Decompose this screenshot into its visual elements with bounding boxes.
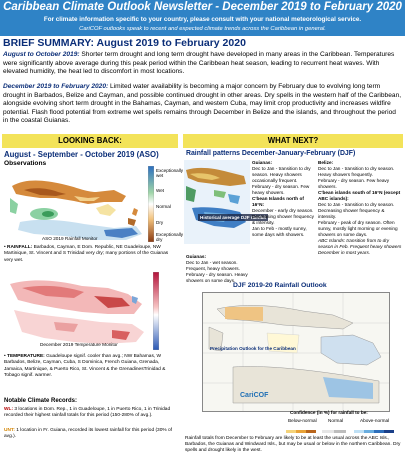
legend-dry: Dry xyxy=(156,220,164,225)
record-wettest: WL: 3 locations in Dom. Rep., 1 in Guadeloupe, 1 in Puerto Rico, 1 in Trinidad recorded their highest rainfall totals for this period (150-280% of avg.). xyxy=(4,407,171,419)
aso-rainfall-map xyxy=(4,168,146,246)
brief-summary-title: BRIEF SUMMARY: August 2019 to February 2020 xyxy=(3,37,246,49)
newsletter-title: Caribbean Climate Outlook Newsletter - December 2019 to February 2020 xyxy=(3,1,402,13)
temperature-bullet: • TEMPERATURE: Guadeloupe signif. cooler than avg.; NW Bahamas, W Barbados, Belize, Cayman, Cuba, S Dominica, French Guiana, Grenada, Jamaica, Martinique, & Puerto Rico, St. Vincent & the GrenadinesTrinidad & Tobago signif. warmer. xyxy=(4,354,166,378)
confidence-normal: Normal xyxy=(328,418,344,423)
newsletter-header xyxy=(0,0,405,36)
aso-title: August - September - October 2019 (ASO) xyxy=(4,150,159,159)
outlook-column-1: Guianas: Dec to Jan - transition to dry season. Heavy showers occasionally frequent. February - dry season. Few heavy showers. C'bean Islands north of 16°N: December - early dry season. Decreasing shower frequency & intensity. Jan to Feb - mostly sunny, some days with showers. xyxy=(252,160,315,237)
confidence-scale xyxy=(286,425,398,433)
what-next-bar: WHAT NEXT? xyxy=(183,134,403,148)
historical-rainfall-map xyxy=(184,160,250,244)
brief-paragraph-aso: August to October 2019: Shorter term drought and long term drought have developed in many areas in the Caribbean. Temperatures were significantly above average during this peak period within the Caribbean heat season, leading to recurrent heat waves. With elevated humidity, the heat led to discomfort in most locations. xyxy=(3,51,395,76)
observations-heading: Observations xyxy=(4,160,47,167)
rainfall-color-scale xyxy=(184,246,250,252)
djf-outlook-title: DJF 2019-20 Rainfall Outlook xyxy=(233,282,327,289)
looking-back-bar: LOOKING BACK: xyxy=(2,134,178,148)
confidence-below: Below-normal xyxy=(288,418,317,423)
legend-exceptionally-dry: Exceptionally dry xyxy=(156,232,184,242)
brief-paragraph-djf: December 2019 to February 2020: Limited water availability is becoming a major concern by February due to evolving long term drought in Barbados, Belize and Cayman, and possible continued drought in other areas. Dry spells in the western half of the Caribbean, alongside evolving short term drought in the Bahamas, Cayman, and western Cuba, may limit crop productivity and increases wildfire potential. Flash flood potential from extreme wet spells remains through December in Belize and the islands, and throughout the period in the coastal Guianas. xyxy=(3,83,402,125)
notable-records-heading: Notable Climate Records: xyxy=(4,398,78,404)
historical-map-caption: Historical average DJF rainfall xyxy=(200,215,266,220)
header-subtitle: For climate information specific to your country, please consult with your national meteorological service. xyxy=(43,16,362,23)
guianas-extra: Guianas: Dec to Jan - wet season. Frequent, heavy showers. February - dry season. Heavy showers on some days. xyxy=(186,254,248,283)
header-note: CariCOF outlooks speak to recent and expected climate trends across the Caribbean in general. xyxy=(79,26,326,32)
legend-normal: Normal xyxy=(156,204,171,209)
rainfall-map-caption: ASO 2019 Rainfall Monitor xyxy=(42,236,98,241)
outlook-column-2: Belize: Dec to Jan - transition to dry season. Heavy showers frequently. February - dry season. Few heavy showers. C'bean islands south of 16°N (except ABC islands): Dec to Jan - transition to dry season. Decreasing shower frequency & intensity. February - peak of dry season. Often sunny, mostly light morning or evening showers on some days. ABC Islands: transition from to dry season in Feb. Frequent heavy showers December in most years. xyxy=(318,160,402,255)
outlook-caption: Precipitation Outlook for the Caribbean xyxy=(210,346,296,351)
record-driest: UNT: 1 location in Fr. Guiana, recorded its lowest rainfall for this period (30% of avg.). xyxy=(4,428,172,440)
legend-wet: Wet xyxy=(156,188,165,193)
confidence-above: Above-normal xyxy=(360,418,390,423)
confidence-label: Confidence (in %) for rainfall to be: xyxy=(290,410,368,415)
outlook-summary-text: Rainfall totals from December to February are likely to be at least the usual across the ABC Isls., Barbados, the Guianas and Windward Isls., but may be usual or below in the northern Caribbean. Dry spells and drought likely in the west. xyxy=(185,436,401,454)
rainfall-bullet: • RAINFALL: Barbados, Cayman, E Dom. Republic, NE Guadeloupe, NW Martinique, St. Vincent and S Trinidad very dry; many portions of the Guianas very wet. xyxy=(4,245,169,263)
temperature-map-caption: December 2019 Temperature Monitor xyxy=(40,342,118,347)
temperature-legend-bar xyxy=(153,272,159,350)
caricof-logo: CariCOF xyxy=(240,392,269,399)
rainfall-legend-bar xyxy=(148,166,154,242)
djf-outlook-map xyxy=(202,292,390,412)
legend-exceptionally-wet: Exceptionally wet xyxy=(156,168,184,178)
djf-rainfall-patterns-title: Rainfall patterns December-January-February (DJF) xyxy=(186,150,356,157)
